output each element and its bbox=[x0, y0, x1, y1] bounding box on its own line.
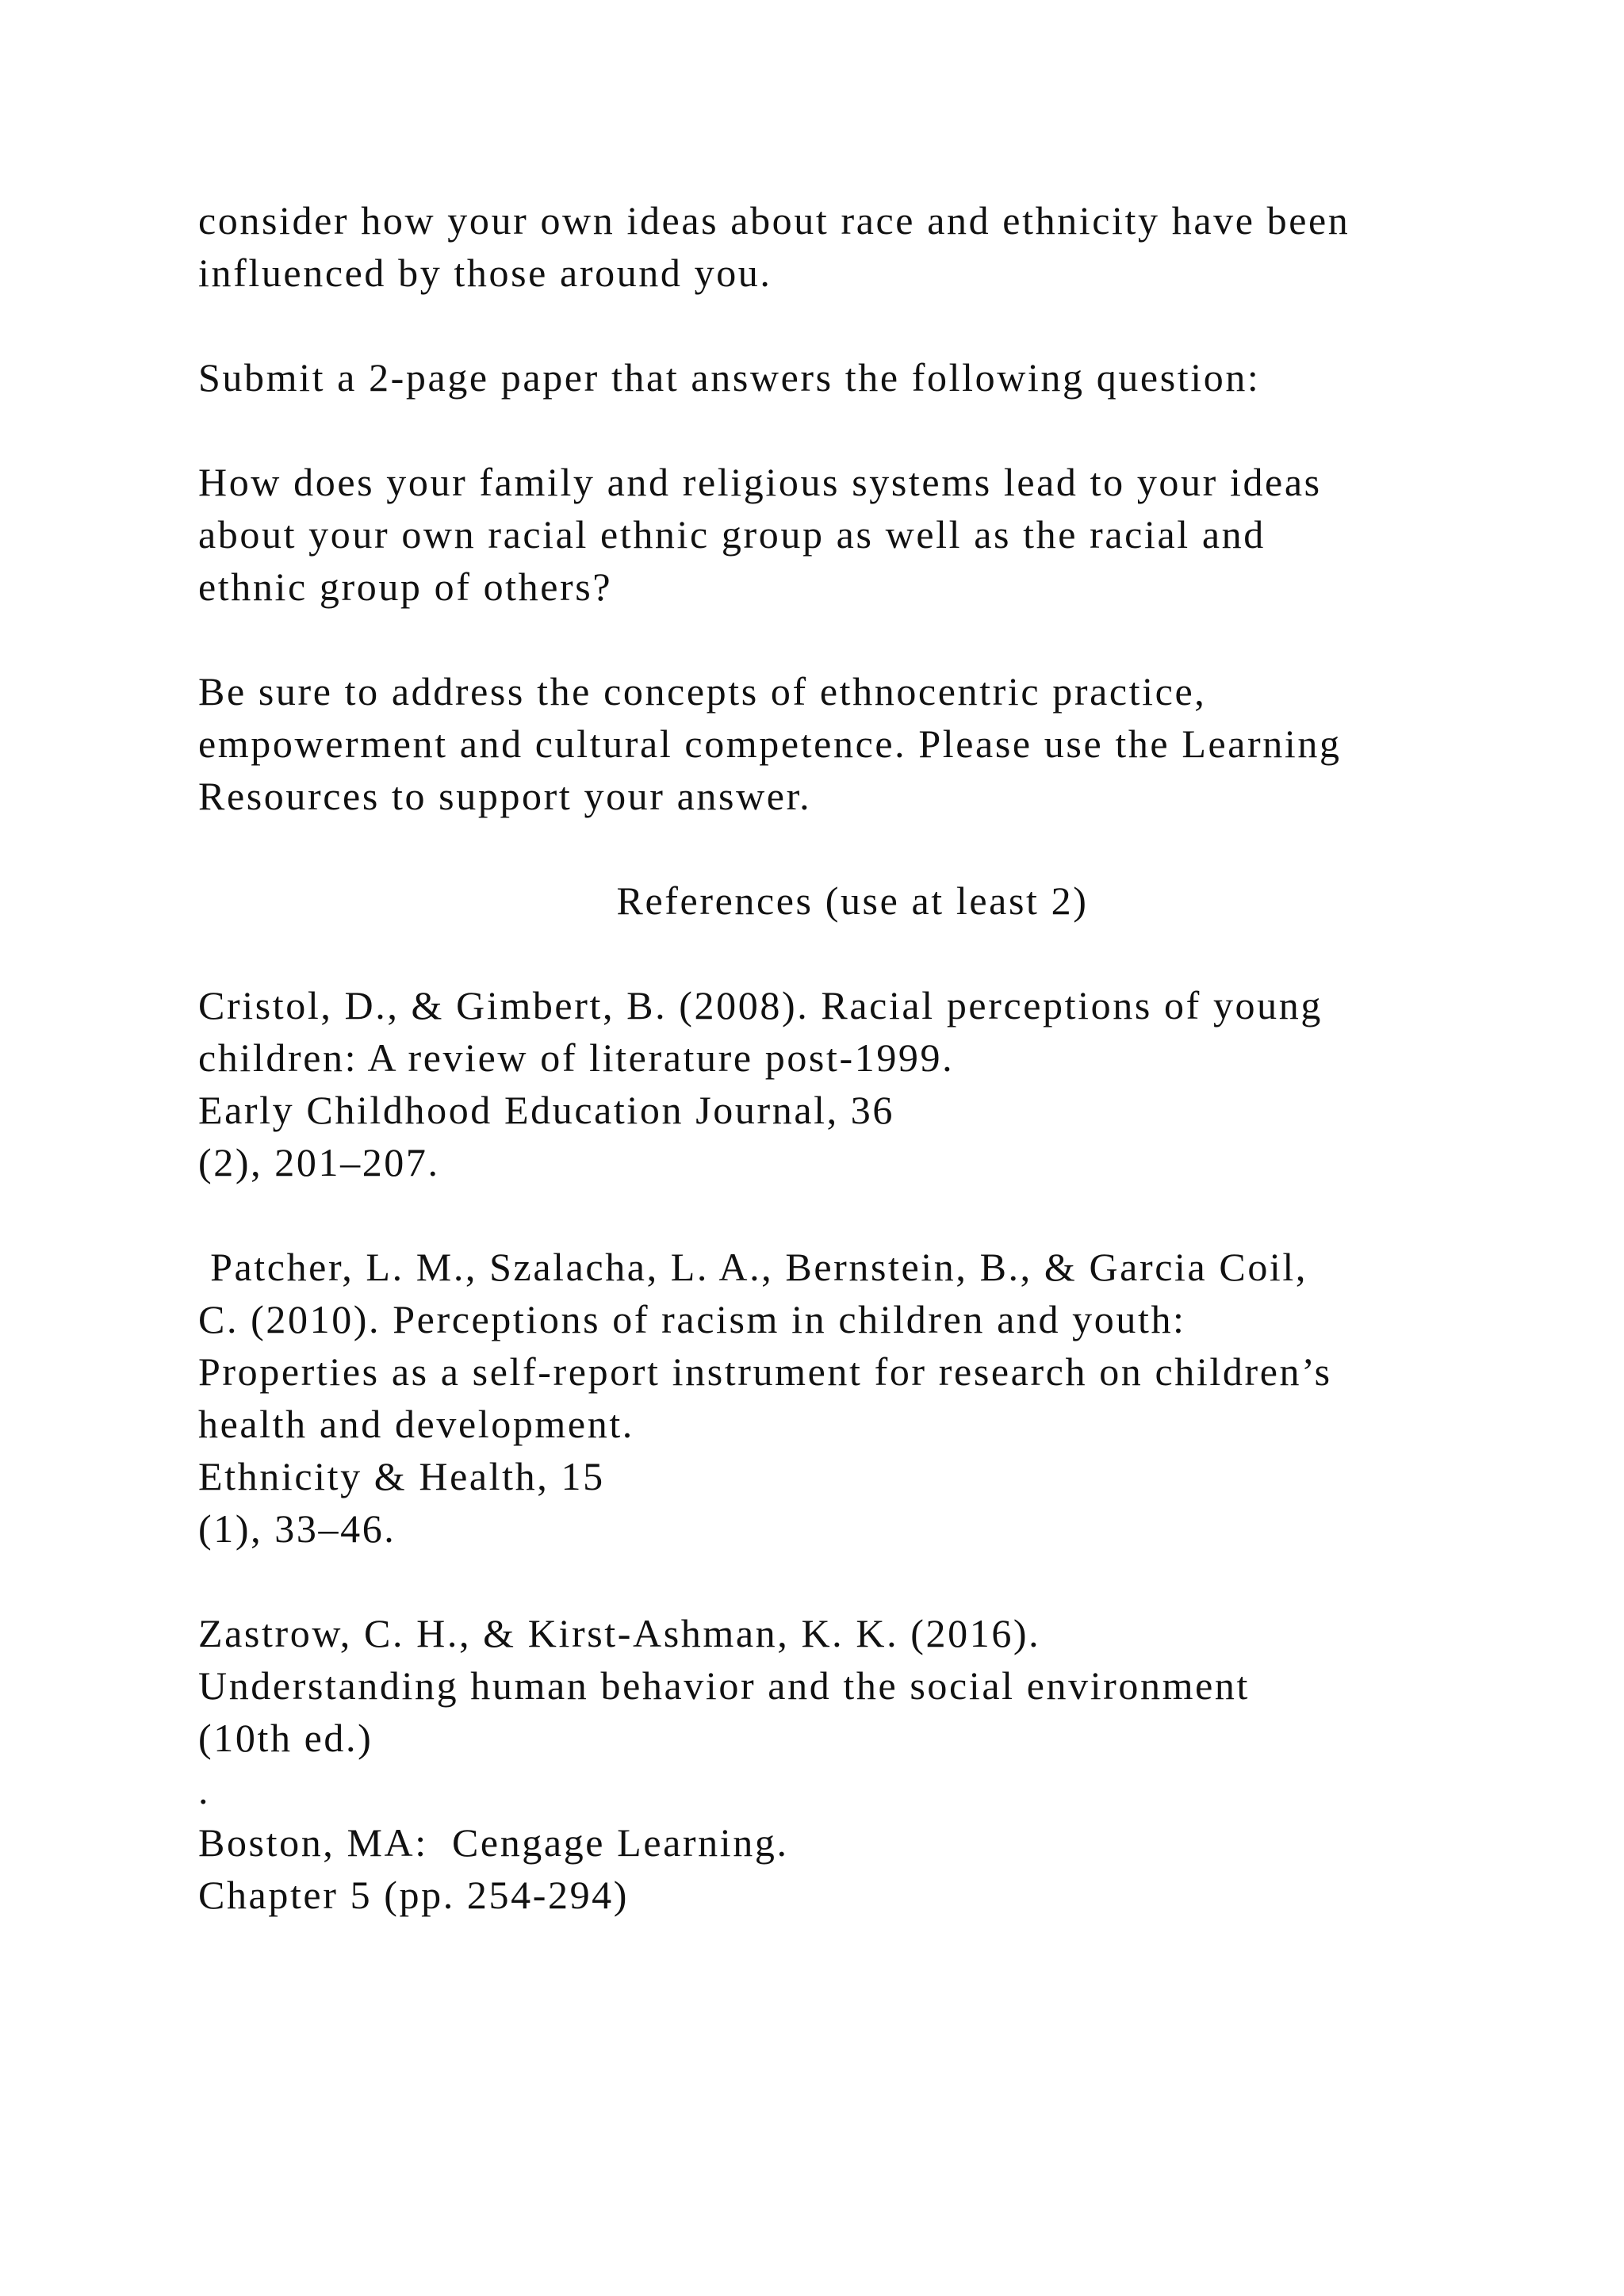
submit-paragraph bbox=[198, 351, 1507, 404]
reference-line: Zastrow, C. H., & Kirst-Ashman, K. K. (2016). bbox=[198, 1611, 1041, 1655]
document-body bbox=[198, 194, 1507, 1921]
reference-line: . bbox=[198, 1768, 211, 1812]
instruction-line: empowerment and cultural competence. Please use the Learning bbox=[198, 721, 1342, 766]
paragraph-gap bbox=[198, 927, 1507, 979]
reference-line: Properties as a self-report instrument for research on children’s bbox=[198, 1349, 1332, 1394]
reference-entry bbox=[198, 979, 1507, 1188]
reference-line: (10th ed.) bbox=[198, 1716, 373, 1760]
paragraph-gap bbox=[198, 404, 1507, 456]
references-heading: References (use at least 2) bbox=[616, 878, 1089, 923]
paragraph-gap bbox=[198, 822, 1507, 874]
reference-entry bbox=[198, 1607, 1507, 1921]
intro-line: consider how your own ideas about race and ethnicity have been bbox=[198, 198, 1350, 243]
reference-line: children: A review of literature post-1999. bbox=[198, 1035, 955, 1080]
reference-line: C. (2010). Perceptions of racism in children and youth: bbox=[198, 1297, 1186, 1341]
question-line: How does your family and religious systems lead to your ideas bbox=[198, 460, 1322, 504]
reference-line: Ethnicity & Health, 15 bbox=[198, 1454, 605, 1498]
paragraph-gap bbox=[198, 1188, 1507, 1241]
instruction-paragraph bbox=[198, 665, 1507, 822]
submit-line: Submit a 2-page paper that answers the following question: bbox=[198, 355, 1261, 400]
question-line: about your own racial ethnic group as well as the racial and bbox=[198, 512, 1266, 557]
reference-line: (1), 33–46. bbox=[198, 1506, 396, 1551]
instruction-line: Resources to support your answer. bbox=[198, 774, 812, 818]
reference-line: Understanding human behavior and the social environment bbox=[198, 1663, 1251, 1708]
question-paragraph bbox=[198, 456, 1507, 613]
paragraph-gap bbox=[198, 299, 1507, 351]
question-line: ethnic group of others? bbox=[198, 564, 613, 609]
paragraph-gap bbox=[198, 613, 1507, 665]
paragraph-gap bbox=[198, 1555, 1507, 1607]
reference-line: Boston, MA: Cengage Learning. bbox=[198, 1820, 789, 1865]
reference-line: health and development. bbox=[198, 1402, 634, 1446]
reference-line: Cristol, D., & Gimbert, B. (2008). Racial perceptions of young bbox=[198, 983, 1323, 1027]
reference-line: Early Childhood Education Journal, 36 bbox=[198, 1088, 895, 1132]
reference-entry bbox=[198, 1241, 1507, 1555]
reference-line: Chapter 5 (pp. 254-294) bbox=[198, 1873, 630, 1917]
intro-line: influenced by those around you. bbox=[198, 251, 772, 295]
intro-paragraph bbox=[198, 194, 1507, 299]
instruction-line: Be sure to address the concepts of ethnocentric practice, bbox=[198, 669, 1207, 714]
reference-line: Patcher, L. M., Szalacha, L. A., Bernstein, B., & Garcia Coil, bbox=[198, 1245, 1308, 1289]
reference-line: (2), 201–207. bbox=[198, 1140, 440, 1184]
